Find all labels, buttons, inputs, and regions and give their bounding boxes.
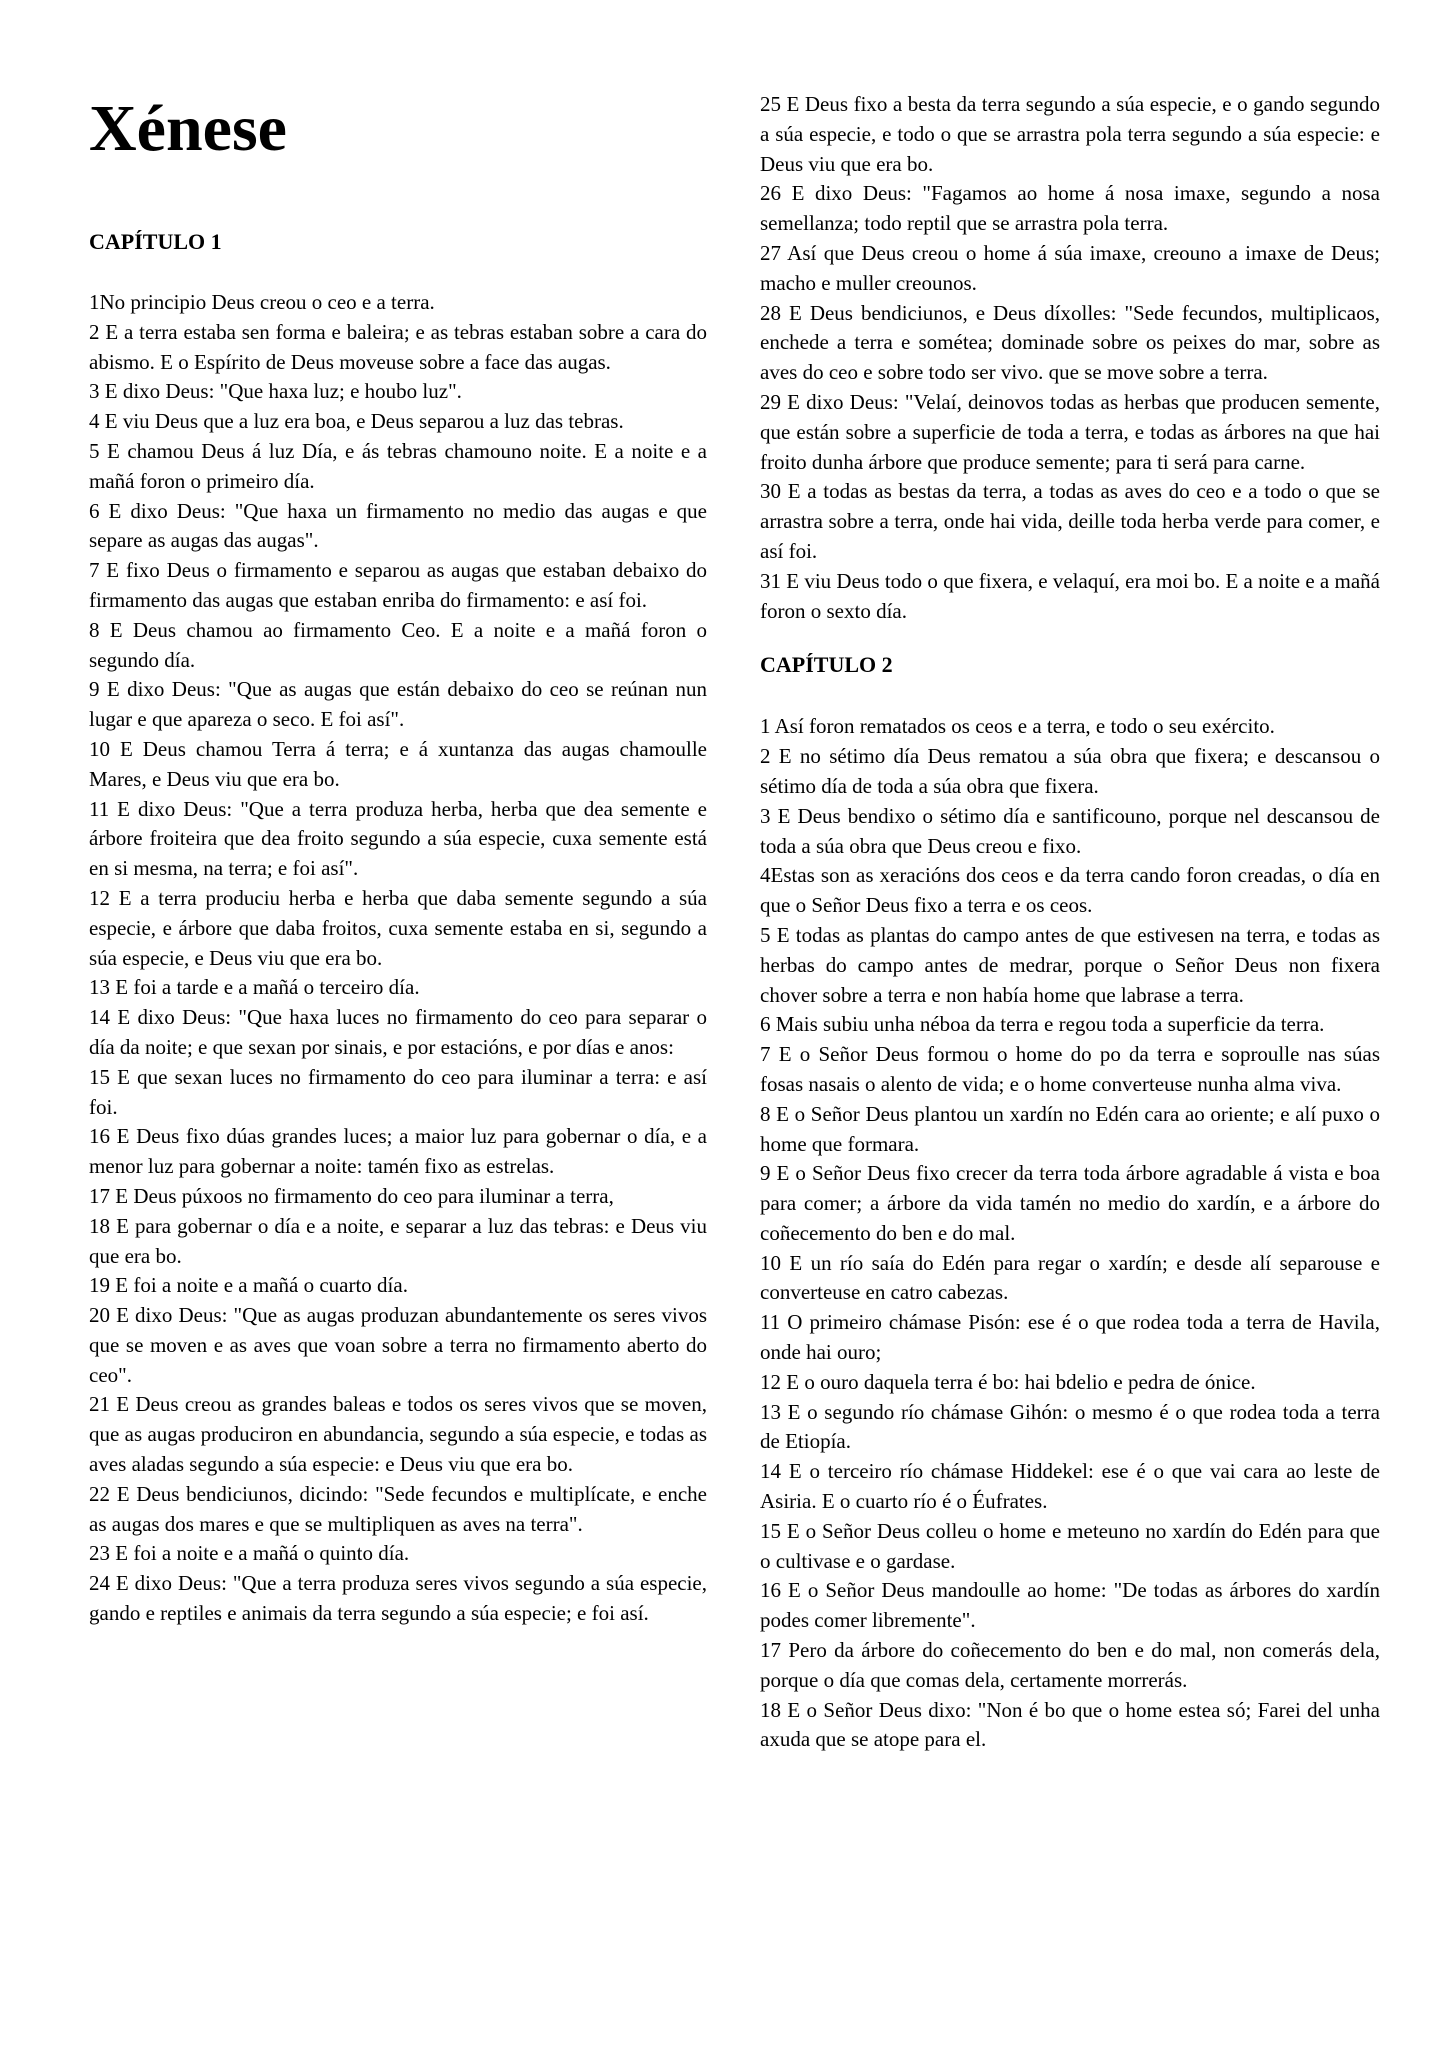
verse: 11 E dixo Deus: "Que a terra produza herba, herba que dea semente e árbore froiteira que dea froito segundo a súa especie, cuxa semente está en si mesma, na terra; e foi así". [89, 796, 707, 881]
verse: 26 E dixo Deus: "Fagamos ao home á nosa imaxe, segundo a nosa semellanza; todo reptil que se arrastra pola terra. [760, 181, 1380, 236]
verse: 8 E Deus chamou ao firmamento Ceo. E a noite e a mañá foron o segundo día. [89, 617, 707, 672]
verse: 19 E foi a noite e a mañá o cuarto día. [89, 1273, 408, 1298]
verse: 9 E dixo Deus: "Que as augas que están debaixo do ceo se reúnan nun lugar e que apareza o seco. E foi así". [89, 677, 707, 732]
verse: 11 O primeiro chámase Pisón: ese é o que rodea toda a terra de Havila, onde hai ouro; [760, 1310, 1380, 1365]
verse: 17 Pero da árbore do coñecemento do ben e do mal, non comerás dela, porque o día que comas dela, certamente morrerás. [760, 1638, 1380, 1692]
verse: 12 E a terra produciu herba e herba que daba semente segundo a súa especie, e árbore que daba froitos, cuxa semente estaba en si, segundo a súa especie, e Deus viu que era bo. [89, 885, 707, 970]
verse: 1No principio Deus creou o ceo e a terra. [89, 290, 435, 314]
verse: 2 E a terra estaba sen forma e baleira; e as tebras estaban sobre a cara do abismo. E o Espírito de Deus moveuse sobre a face das augas. [89, 319, 707, 374]
verse: 21 E Deus creou as grandes baleas e todos os seres vivos que se moven, que as augas produciron en abundancia, segundo a súa especie, e todas as aves aladas segundo a súa especie: e Deus viu que era bo. [89, 1392, 707, 1477]
verse: 5 E todas as plantas do campo antes de que estivesen na terra, e todas as herbas do campo antes de medrar, porque o Señor Deus non fixera chover sobre a terra e non había home que labrase a terra. [760, 922, 1380, 1007]
verse: 17 E Deus púxoos no firmamento do ceo para iluminar a terra, [89, 1183, 614, 1208]
verse: 28 E Deus bendiciunos, e Deus díxolles: "Sede fecundos, multiplicaos, enchede a terra e sométea; dominade sobre os peixes do mar, sobre as aves do ceo e sobre todo ser vivo. que se move sobre a terra. [760, 300, 1380, 385]
verse: 2 E no sétimo día Deus rematou a súa obra que fixera; e descansou o sétimo día de toda a súa obra que fixera. [760, 744, 1380, 798]
verse: 29 E dixo Deus: "Velaí, deinovos todas as herbas que producen semente, que están sobre a superficie de toda a terra, e todas as árbores na que hai froito dunha árbore que produce semente; para ti será para carne. [760, 389, 1380, 474]
verse: 14 E o terceiro río chámase Hiddekel: ese é o que vai cara ao leste de Asiria. E o cuarto río é o Éufrates. [760, 1459, 1380, 1514]
verse: 22 E Deus bendiciunos, dicindo: "Sede fecundos e multiplícate, e enche as augas dos mares e que se multipliquen as aves na terra". [89, 1481, 707, 1536]
verse-list [89, 288, 707, 1629]
verse: 15 E o Señor Deus colleu o home e meteuno no xardín do Edén para que o cultivase e o gardase. [760, 1518, 1380, 1573]
document-title: Xénese [89, 92, 287, 165]
verse: 31 E viu Deus todo o que fixera, e velaquí, era moi bo. E a noite e a mañá foron o sexto día. [760, 568, 1380, 623]
verse: 4Estas son as xeracións dos ceos e da terra cando foron creadas, o día en que o Señor Deus fixo a terra e os ceos. [760, 863, 1380, 918]
verse: 5 E chamou Deus á luz Día, e ás tebras chamouno noite. E a noite e a mañá foron o primeiro día. [89, 438, 707, 493]
verse: 14 E dixo Deus: "Que haxa luces no firmamento do ceo para separar o día da noite; e que sexan por sinais, e por estacións, e por días e anos: [89, 1005, 707, 1059]
verse: 24 E dixo Deus: "Que a terra produza seres vivos segundo a súa especie, gando e reptiles e animais da terra segundo a súa especie; e foi así. [89, 1571, 707, 1626]
verse: 13 E foi a tarde e a mañá o terceiro día. [89, 975, 420, 1000]
verse: 7 E fixo Deus o firmamento e separou as augas que estaban debaixo do firmamento das augas que estaban enriba do firmamento: e así foi. [89, 558, 707, 612]
right-column [760, 90, 1380, 1755]
verse: 16 E o Señor Deus mandoulle ao home: "De todas as árbores do xardín podes comer libremente". [760, 1578, 1380, 1633]
verse: 4 E viu Deus que a luz era boa, e Deus separou a luz das tebras. [89, 409, 624, 434]
chapter-heading: CAPÍTULO 1 [89, 229, 222, 254]
verse: 8 E o Señor Deus plantou un xardín no Edén cara ao oriente; e alí puxo o home que formara. [760, 1101, 1380, 1156]
verse: 12 E o ouro daquela terra é bo: hai bdelio e pedra de ónice. [760, 1369, 1256, 1394]
verse: 10 E un río saía do Edén para regar o xardín; e desde alí separouse e converteuse en catro cabezas. [760, 1250, 1380, 1305]
verse: 7 E o Señor Deus formou o home do po da terra e soproulle nas súas fosas nasais o alento de vida; e o home converteuse nunha alma viva. [760, 1042, 1380, 1096]
verse: 13 E o segundo río chámase Gihón: o mesmo é o que rodea toda a terra de Etiopía. [760, 1399, 1380, 1454]
verse: 18 E o Señor Deus dixo: "Non é bo que o home estea só; Farei del unha axuda que se atope para el. [760, 1697, 1380, 1752]
verse: 3 E dixo Deus: "Que haxa luz; e houbo luz". [89, 379, 462, 404]
verse: 30 E a todas as bestas da terra, a todas as aves do ceo e a todo o que se arrastra sobre a terra, onde hai vida, deille toda herba verde para comer, e así foi. [760, 479, 1380, 563]
verse: 16 E Deus fixo dúas grandes luces; a maior luz para gobernar o día, e a menor luz para gobernar a noite: tamén fixo as estrelas. [89, 1124, 707, 1179]
verse: 10 E Deus chamou Terra á terra; e á xuntanza das augas chamoulle Mares, e Deus viu que era bo. [89, 736, 707, 791]
verse: 20 E dixo Deus: "Que as augas produzan abundantemente os seres vivos que se moven e as aves que voan sobre a terra no firmamento aberto do ceo". [89, 1303, 707, 1387]
verse: 1 Así foron rematados os ceos e a terra, e todo o seu exército. [760, 714, 1275, 739]
verse: 9 E o Señor Deus fixo crecer da terra toda árbore agradable á vista e boa para comer; a árbore da vida tamén no medio do xardín, e a árbore do coñecemento do ben e do mal. [760, 1161, 1380, 1245]
verse: 23 E foi a noite e a mañá o quinto día. [89, 1541, 410, 1566]
verse: 25 E Deus fixo a besta da terra segundo a súa especie, e o gando segundo a súa especie, e todo o que se arrastra pola terra segundo a súa especie: e Deus viu que era bo. [760, 92, 1380, 176]
chapter-heading: CAPÍTULO 2 [760, 652, 893, 678]
verse: 18 E para gobernar o día e a noite, e separar a luz das tebras: e Deus viu que era bo. [89, 1213, 707, 1268]
left-column [89, 90, 707, 1629]
verse: 15 E que sexan luces no firmamento do ceo para iluminar a terra: e así foi. [89, 1064, 707, 1119]
verse: 27 Así que Deus creou o home á súa imaxe, creouno a imaxe de Deus; macho e muller creounos. [760, 240, 1380, 295]
verse-list [760, 712, 1380, 1755]
verse: 6 E dixo Deus: "Que haxa un firmamento no medio das augas e que separe as augas das augas". [89, 498, 707, 553]
verse: 3 E Deus bendixo o sétimo día e santificouno, porque nel descansou de toda a súa obra que Deus creou e fixo. [760, 803, 1380, 858]
verse: 6 Mais subiu unha néboa da terra e regou toda a superficie da terra. [760, 1012, 1325, 1037]
verse-list [760, 90, 1380, 626]
